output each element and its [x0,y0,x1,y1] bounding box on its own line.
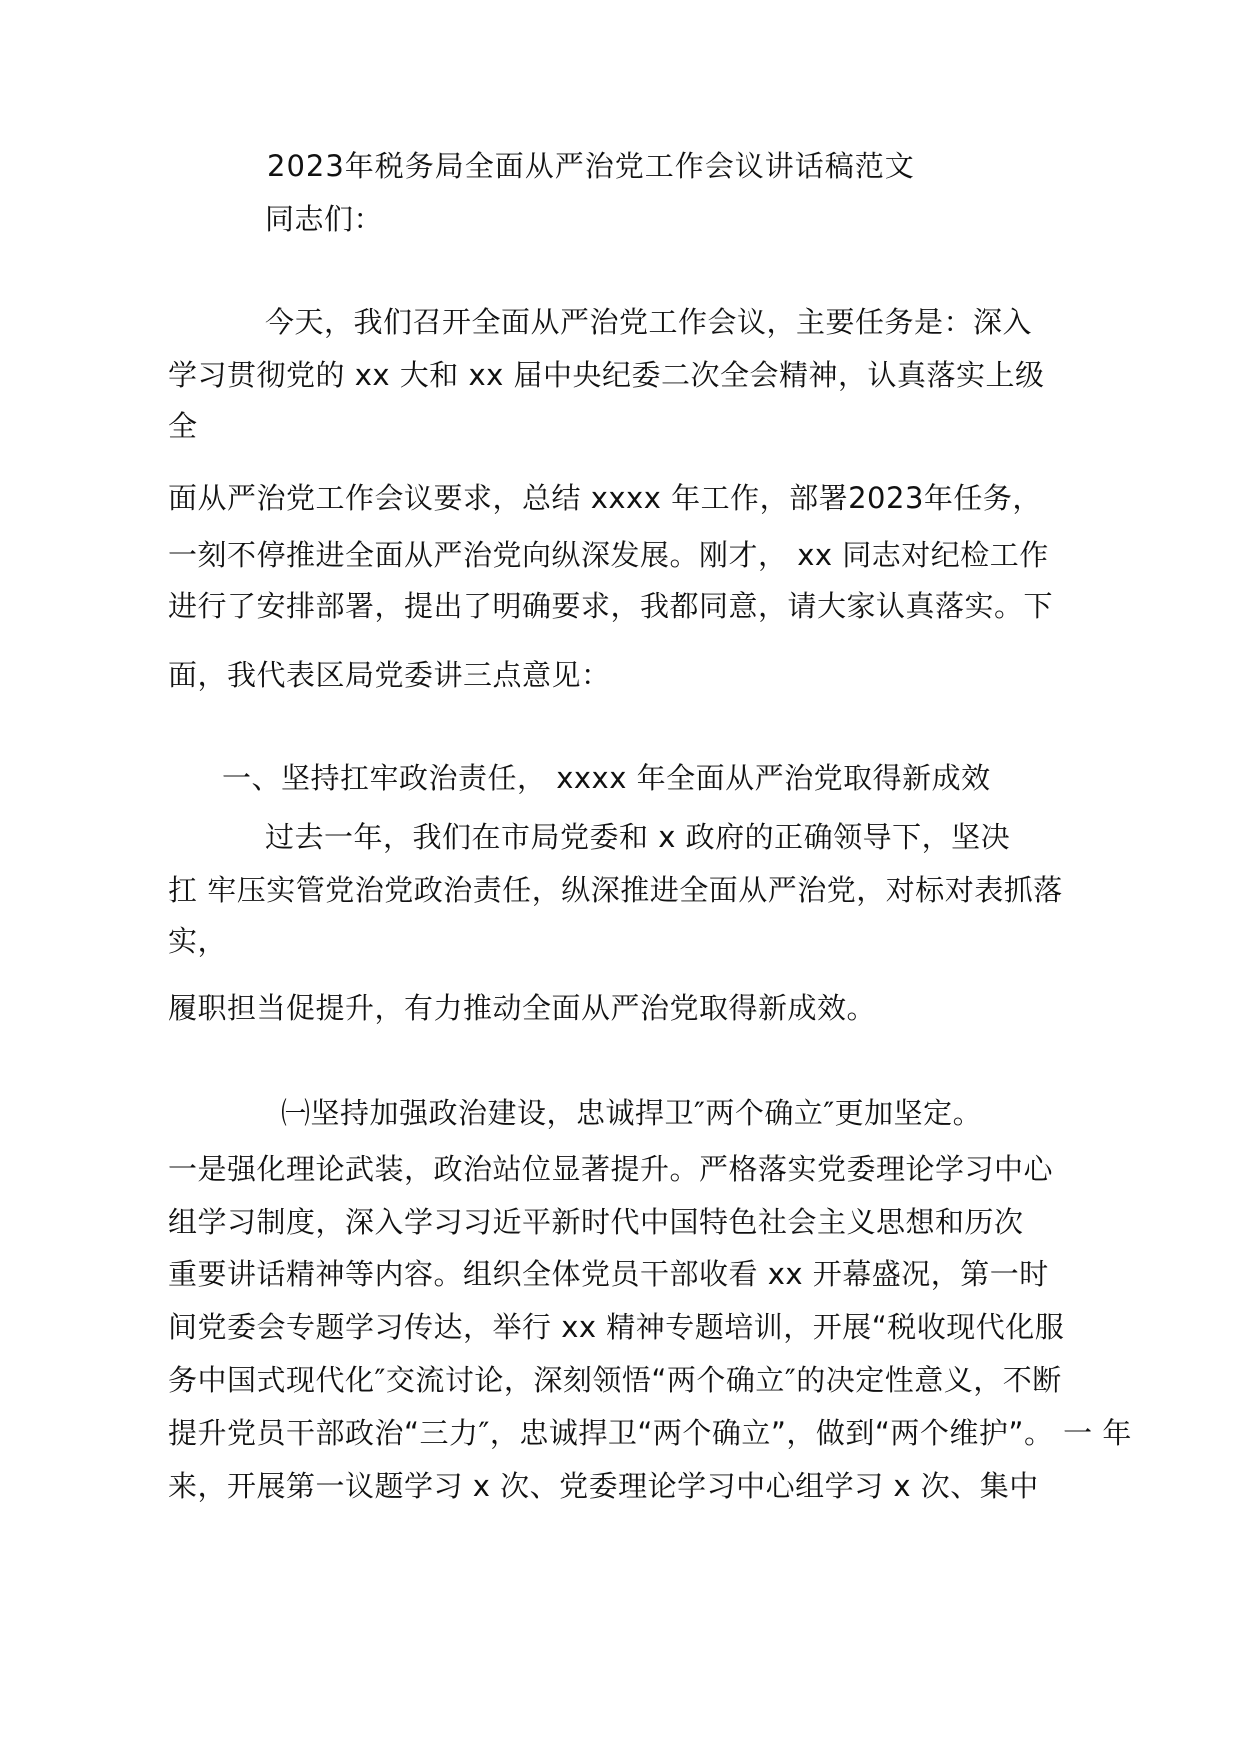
paragraph-line: 学习贯彻党的 xx 大和 xx 届中央纪委二次全会精神，认真落实上级 [168,358,1045,392]
section-heading: 一、坚持扛牢政治责任， xxxx 年全面从严治党取得新成效 [222,761,991,795]
paragraph-line: 实， [168,924,228,958]
paragraph-line: 一是强化理论武装，政治站位显著提升。严格落实党委理论学习中心 [168,1152,1054,1186]
paragraph-line: 务中国式现代化″交流讨论，深刻领悟“两个确立″的决定性意义，不断 [168,1363,1062,1397]
paragraph-line: 过去一年，我们在市局党委和 x 政府的正确领导下，坚决 [265,820,1011,854]
paragraph-line: 今天，我们召开全面从严治党工作会议，主要任务是：深入 [265,305,1033,339]
paragraph-line: 间党委会专题学习传达，举行 xx 精神专题培训，开展“税收现代化服 [168,1310,1065,1344]
document-title: 2023年税务局全面从严治党工作会议讲话稿范文 [267,149,915,183]
paragraph-line: 一刻不停推进全面从严治党向纵深发展。刚才， xx 同志对纪检工作 [168,538,1049,572]
paragraph-line: 全 [168,409,198,443]
salutation: 同志们： [265,202,384,236]
paragraph-line: 来，开展第一议题学习 x 次、党委理论学习中心组学习 x 次、集中 [168,1469,1039,1503]
paragraph-line: 面从严治党工作会议要求，总结 xxxx 年工作，部署2023年任务， [168,481,1042,515]
paragraph-line: 扛 牢压实管党治党政治责任，纵深推进全面从严治党，对标对表抓落 [168,873,1063,907]
paragraph-line: 履职担当促提升，有力推动全面从严治党取得新成效。 [168,991,877,1025]
subsection-heading: ㈠坚持加强政治建设，忠诚捍卫″两个确立″更加坚定。 [281,1096,983,1130]
paragraph-line: 组学习制度，深入学习习近平新时代中国特色社会主义思想和历次 [168,1205,1024,1239]
paragraph-line: 重要讲话精神等内容。组织全体党员干部收看 xx 开幕盛况，第一时 [168,1257,1049,1291]
paragraph-line: 提升党员干部政治“三力″，忠诚捍卫“两个确立”，做到“两个维护”。 一 年 [168,1416,1132,1450]
paragraph-line: 面，我代表区局党委讲三点意见： [168,658,611,692]
paragraph-line: 进行了安排部署，提出了明确要求，我都同意，请大家认真落实。下 [168,589,1054,623]
